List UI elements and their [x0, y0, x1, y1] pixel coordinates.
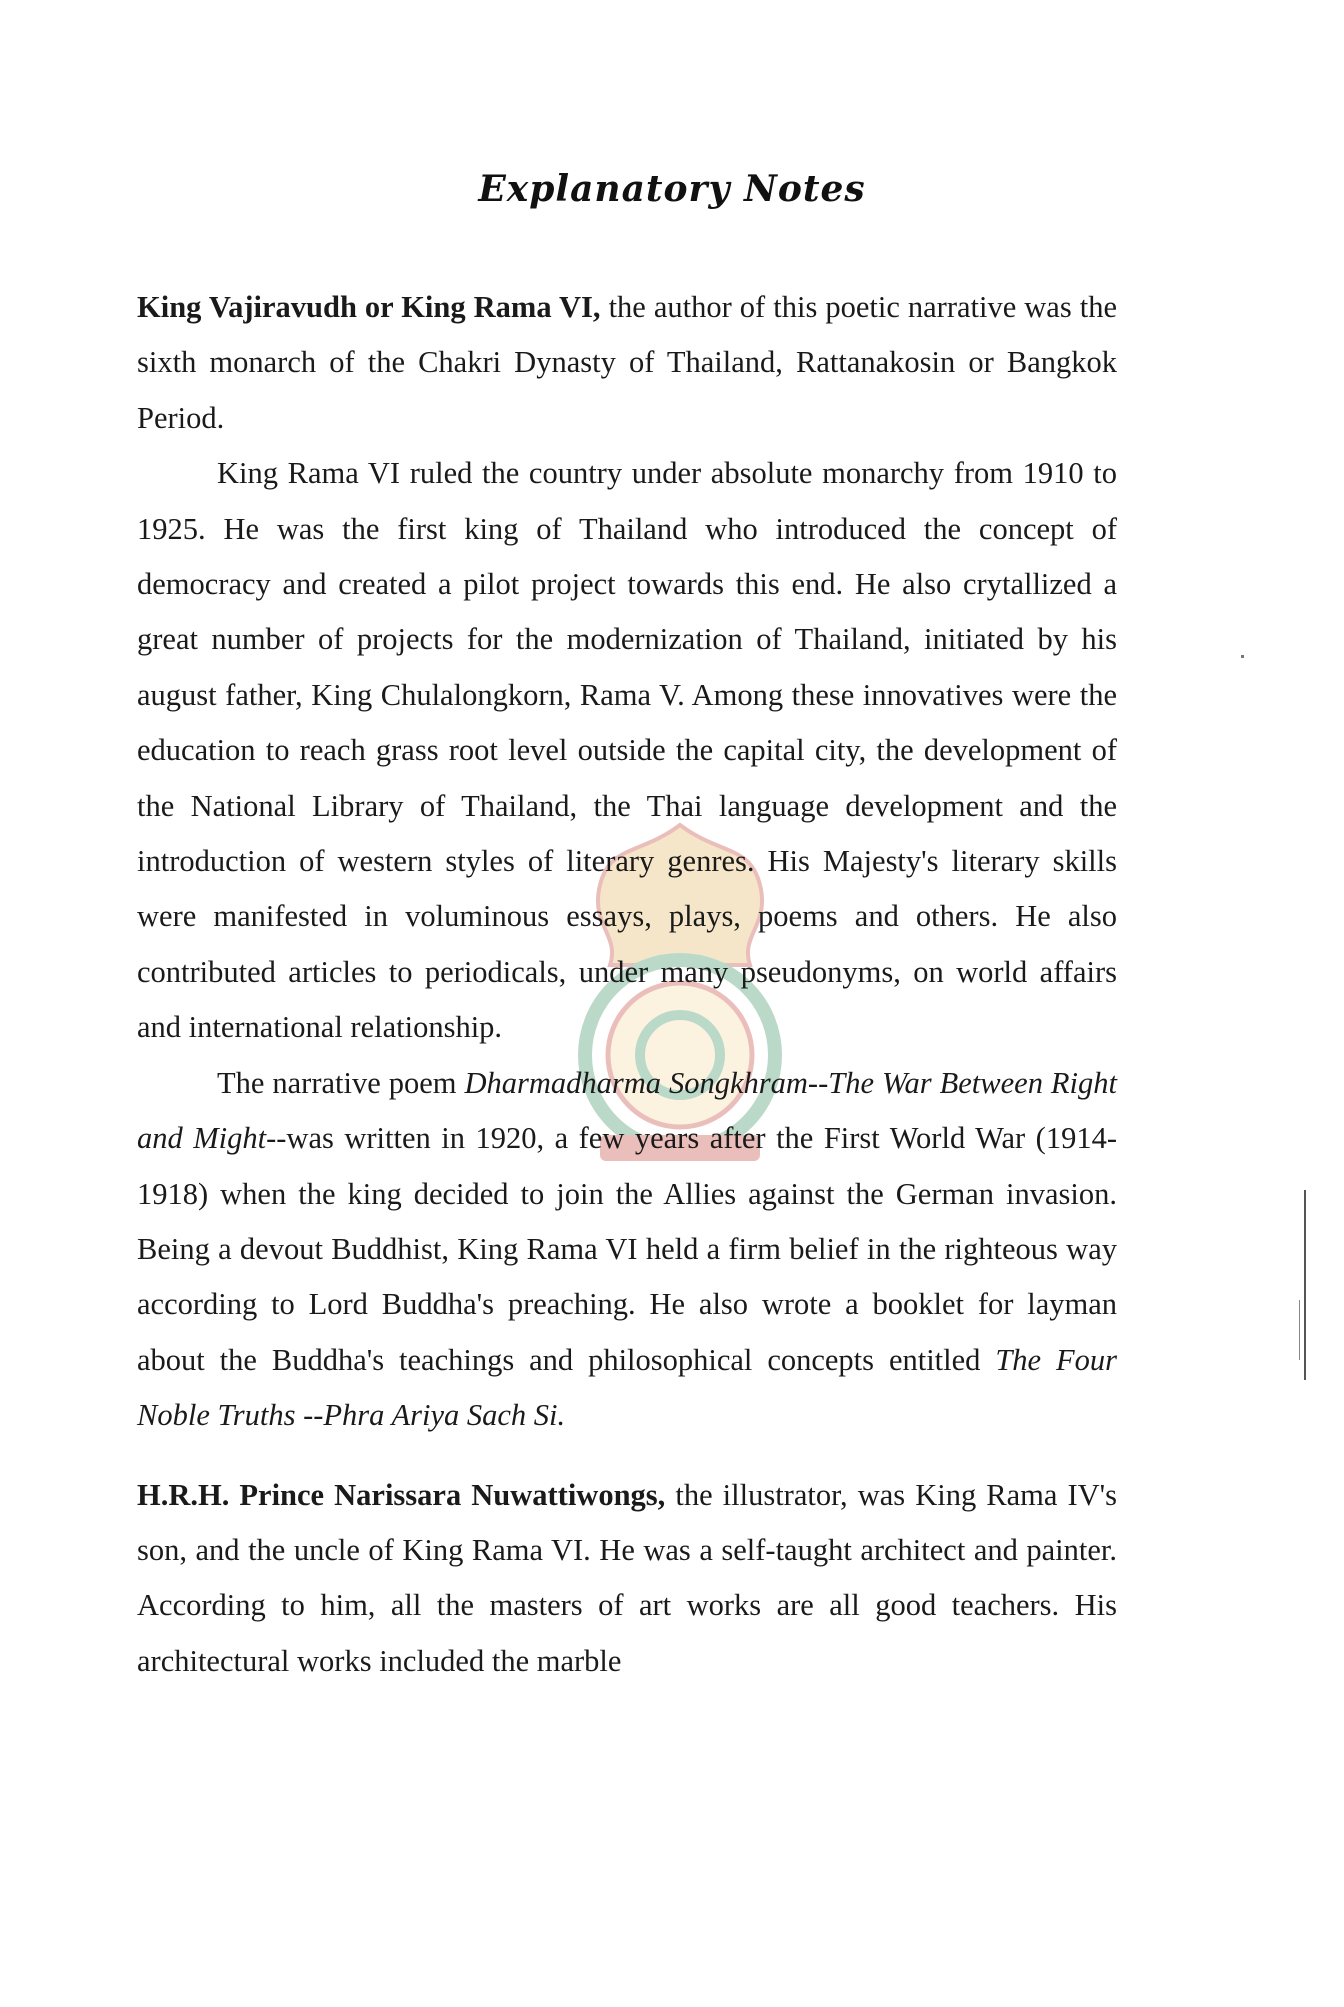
booklet-title: The Four Noble Truths --Phra Ariya Sach Si.: [137, 1342, 1118, 1433]
illustrator-name: H.R.H. Prince Narissara Nuwattiwongs,: [137, 1477, 666, 1512]
poem-intro: The narrative poem: [217, 1065, 465, 1100]
scan-edge-mark: [1299, 1300, 1300, 1360]
poem-title: Dharmadharma Songkhram--The War Between Right and Might: [137, 1065, 1117, 1156]
paragraph-author: [137, 280, 1117, 446]
paragraph-reign: King Rama VI ruled the country under absolute monarchy from 1910 to 1925. He was the first king of Thailand who introduced the concept of democracy and created a pilot project towards this end. He also crytallized a great number of projects for the modernization of Thailand, initiated by his august father, King Chulalongkorn, Rama V. Among these innovatives were the education to reach grass root level outside the capital city, the development of the National Library of Thailand, the Thai language development and the introduction of western styles of literary genres. His Majesty's literary skills were manifested in voluminous essays, plays, poems and others. He also contributed articles to periodicals, under many pseudonyms, on world affairs and international relationship.: [137, 456, 1117, 1045]
paragraph-poem: [137, 1056, 1117, 1444]
scan-speck: [1241, 655, 1244, 658]
author-text: the author of this poetic narrative was the sixth monarch of the Chakri Dynasty of Thailand, Rattanakosin or Bangkok Period.: [137, 290, 1117, 435]
page-title: Explanatory Notes: [478, 168, 866, 210]
author-name: King Vajiravudh or King Rama VI,: [137, 290, 601, 324]
illustrator-text: the illustrator, was King Rama IV's son, and the uncle of King Rama VI. He was a self-taught architect and painter. According to him, all the masters of art works are all good teachers. His architectural works included the marble: [137, 1477, 1117, 1678]
body-text: [137, 280, 1117, 1689]
scan-edge-mark: [1304, 1190, 1306, 1380]
paragraph-illustrator: [137, 1468, 1117, 1690]
poem-text: --was written in 1920, a few years after the First World War (1914-1918) when the king decided to join the Allies against the German invasion. Being a devout Buddhist, King Rama VI held a firm belief in the righteous way according to Lord Buddha's preaching. He also wrote a booklet for layman about the Buddha's teachings and philosophical concepts entitled: [137, 1121, 1117, 1377]
